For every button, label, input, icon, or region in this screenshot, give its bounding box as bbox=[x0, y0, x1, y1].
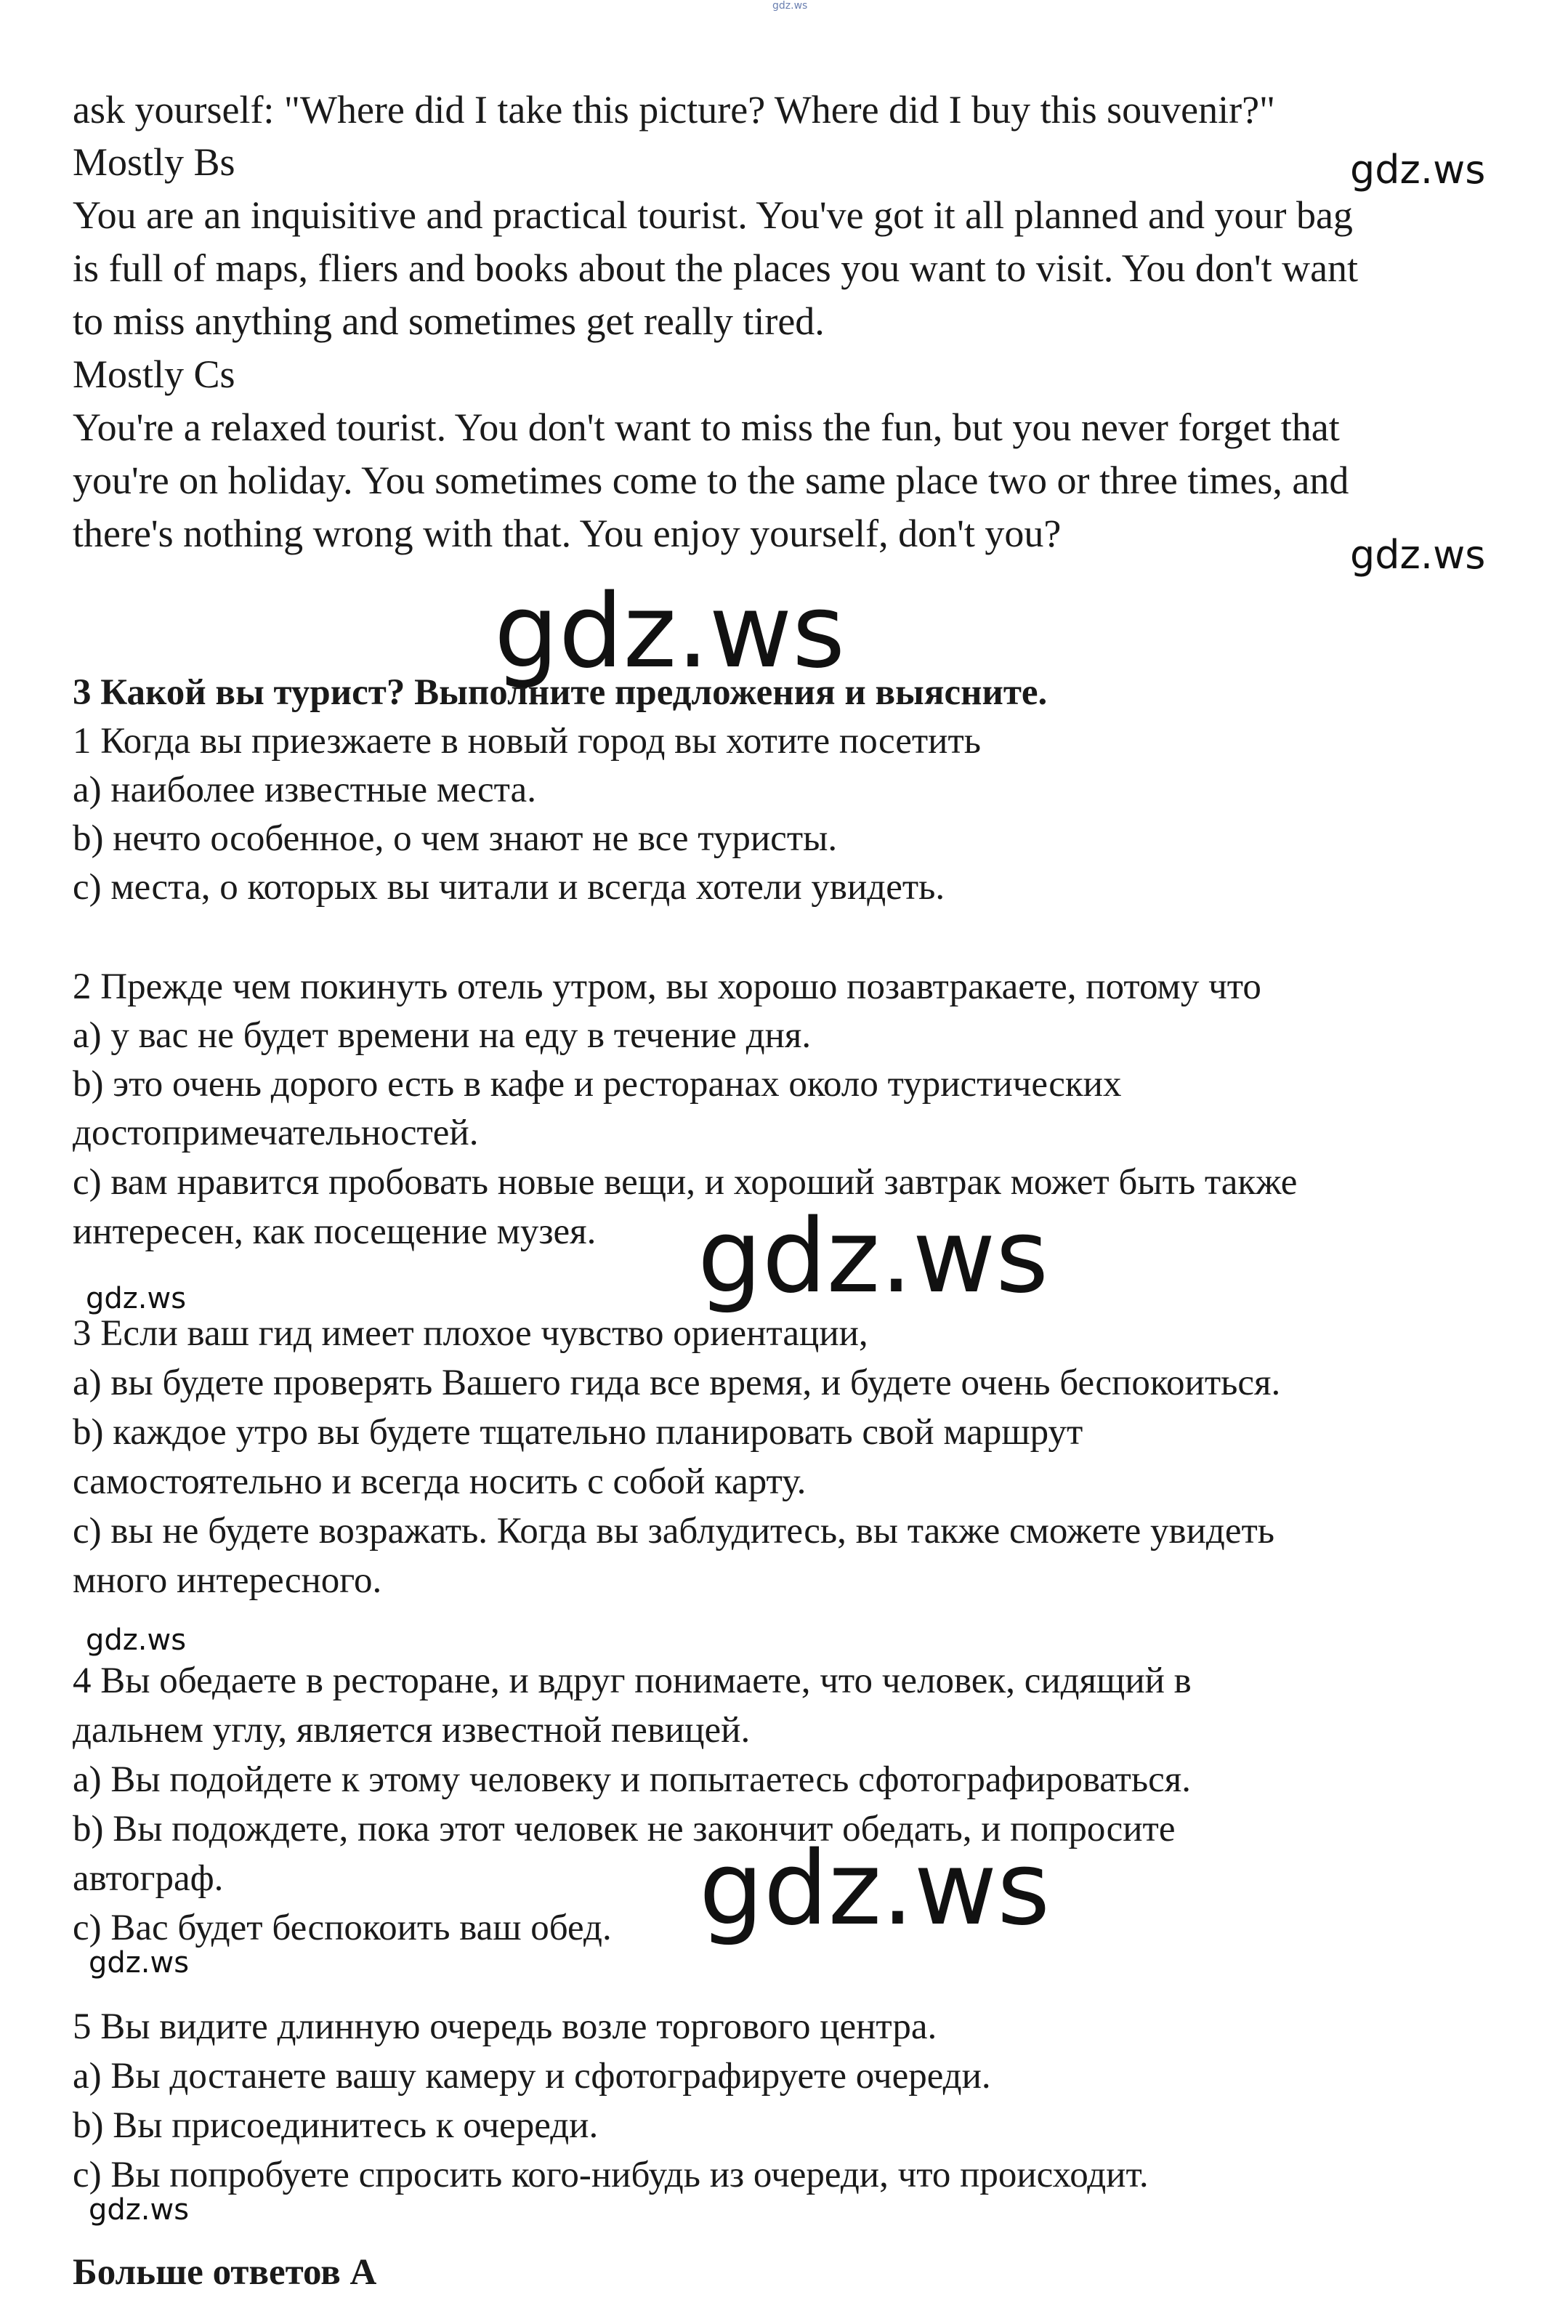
watermark: gdz.ws bbox=[89, 1946, 190, 1980]
text-line: Mostly Bs bbox=[73, 140, 235, 184]
answer-option: интересен, как посещение музея. bbox=[73, 1211, 597, 1252]
watermark: gdz.ws bbox=[86, 1623, 187, 1657]
answer-option: a) Вы подойдете к этому человеку и попытаетесь сфотографироваться. bbox=[73, 1759, 1191, 1800]
text-line: You are an inquisitive and practical tourist. You've got it all planned and your bag bbox=[73, 193, 1353, 237]
text-line: is full of maps, fliers and books about the places you want to visit. You don't want bbox=[73, 246, 1359, 290]
answer-option: c) Вас будет беспокоить ваш обед. bbox=[73, 1908, 612, 1948]
answer-option: a) у вас не будет времени на еду в течение дня. bbox=[73, 1015, 812, 1056]
watermark: gdz.ws bbox=[86, 1282, 187, 1315]
answer-option: b) Вы подождете, пока этот человек не закончит обедать, и попросите bbox=[73, 1809, 1176, 1849]
text-line: ask yourself: "Where did I take this picture? Where did I buy this souvenir?" bbox=[73, 88, 1276, 132]
question-line: 3 Если ваш гид имеет плохое чувство ориентации, bbox=[73, 1313, 868, 1354]
answer-option: автограф. bbox=[73, 1858, 224, 1899]
text-line: Mostly Cs bbox=[73, 352, 235, 396]
answer-option: самостоятельно и всегда носить с собой карту. bbox=[73, 1461, 807, 1502]
text-line: to miss anything and sometimes get really tired. bbox=[73, 299, 825, 343]
answer-option: b) нечто особенное, о чем знают не все туристы. bbox=[73, 818, 838, 859]
watermark: gdz.ws bbox=[1350, 147, 1486, 193]
watermark: gdz.ws bbox=[699, 1830, 1051, 1948]
question-line: дальнем углу, является известной певицей. bbox=[73, 1710, 751, 1751]
watermark-top: gdz.ws bbox=[772, 0, 808, 12]
question-line: 5 Вы видите длинную очередь возле торгового центра. bbox=[73, 2006, 937, 2047]
answer-option: b) это очень дорого есть в кафе и ресторанах около туристических bbox=[73, 1064, 1122, 1105]
answer-option: b) каждое утро вы будете тщательно планировать свой маршрут bbox=[73, 1412, 1083, 1453]
watermark: gdz.ws bbox=[494, 573, 846, 691]
watermark: gdz.ws bbox=[1350, 532, 1486, 578]
answer-option: a) вы будете проверять Вашего гида все время, и будете очень беспокоиться. bbox=[73, 1363, 1281, 1403]
text-line: you're on holiday. You sometimes come to the same place two or three times, and bbox=[73, 459, 1349, 502]
answer-option: c) вам нравится пробовать новые вещи, и хороший завтрак может быть также bbox=[73, 1162, 1298, 1203]
question-line: 1 Когда вы приезжаете в новый город вы хотите посетить bbox=[73, 721, 981, 762]
answer-option: много интересного. bbox=[73, 1560, 382, 1601]
text-line: there's nothing wrong with that. You enjoy yourself, don't you? bbox=[73, 512, 1062, 555]
watermark: gdz.ws bbox=[89, 2193, 190, 2227]
answer-option: достопримечательностей. bbox=[73, 1113, 479, 1153]
answer-option: a) Вы достанете вашу камеру и сфотографируете очереди. bbox=[73, 2056, 991, 2097]
question-line: 4 Вы обедаете в ресторане, и вдруг понимаете, что человек, сидящий в bbox=[73, 1661, 1192, 1701]
answer-option: c) Вы попробуете спросить кого-нибудь из очереди, что происходит. bbox=[73, 2155, 1149, 2195]
text-line: You're a relaxed tourist. You don't want to miss the fun, but you never forget that bbox=[73, 406, 1340, 449]
watermark: gdz.ws bbox=[698, 1198, 1049, 1316]
answer-option: c) места, о которых вы читали и всегда хотели увидеть. bbox=[73, 867, 945, 908]
answer-option: b) Вы присоединитесь к очереди. bbox=[73, 2105, 599, 2146]
question-line: 2 Прежде чем покинуть отель утром, вы хорошо позавтракаете, потому что bbox=[73, 967, 1261, 1007]
answer-option: a) наиболее известные места. bbox=[73, 770, 536, 810]
footer-text: Больше ответов А bbox=[73, 2252, 377, 2293]
section-heading: 3 Какой вы турист? Выполните предложения и выясните. bbox=[73, 672, 1048, 713]
answer-option: c) вы не будете возражать. Когда вы заблудитесь, вы также сможете увидеть bbox=[73, 1511, 1275, 1552]
